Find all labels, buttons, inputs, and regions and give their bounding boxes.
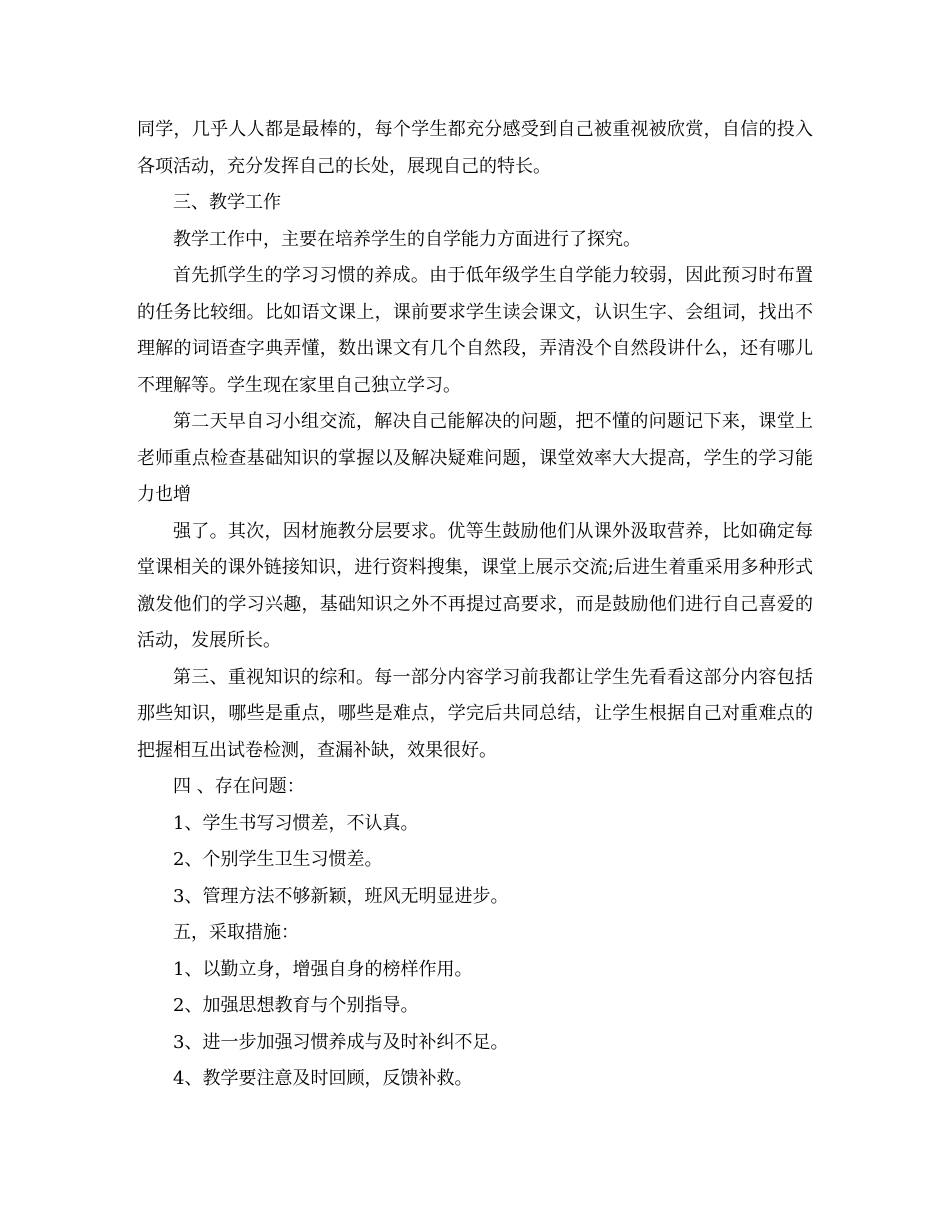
list-item-problem-1: 1、学生书写习惯差，不认真。 — [173, 812, 419, 834]
section-heading-teaching: 三、教学工作 — [173, 192, 281, 213]
paragraph-teaching-summary: 教学工作中，主要在培养学生的自学能力方面进行了探究。 — [173, 228, 641, 250]
section-heading-problems: 四 、存在问题： — [173, 776, 305, 797]
paragraph-knowledge-synthesis: 第三、重视知识的综和。每一部分内容学习前我都让学生先看看这部分内容包括那些知识，哪些是重点，哪些是难点，学完后共同总结，让学生根据自己对重难点的把握相互出试卷检测，查漏补缺，效果很好。 — [137, 666, 813, 761]
list-item-problem-2: 2、个别学生卫生习惯差。 — [173, 849, 383, 870]
paragraph-tiered-teaching: 强了。其次，因材施教分层要求。优等生鼓励他们从课外汲取营养，比如确定每堂课相关的课外链接知识，进行资料搜集，课堂上展示交流;后进生着重采用多种形式激发他们的学习兴趣，基础知识之外不再提过高要求，而是鼓励他们进行自己喜爱的活动，发展所长。 — [137, 520, 813, 651]
section-heading-measures: 五，采取措施： — [173, 922, 299, 943]
list-item-measure-1: 1、以勤立身，增强自身的榜样作用。 — [173, 958, 473, 980]
list-item-measure-3: 3、进一步加强习惯养成与及时补纠不足。 — [173, 1031, 509, 1053]
document-body — [137, 112, 813, 1098]
paragraph-study-habits: 首先抓学生的学习习惯的养成。由于低年级学生自学能力较弱，因此预习时布置的任务比较细。比如语文课上，课前要求学生读会课文，认识生字、会组词，找出不理解的词语查字典弄懂，数出课文有几个自然段，弄清没个自然段讲什么，还有哪儿不理解等。学生现在家里自己独立学习。 — [137, 265, 813, 396]
list-item-measure-4: 4、教学要注意及时回顾，反馈补救。 — [173, 1068, 473, 1089]
list-item-measure-2: 2、加强思想教育与个别指导。 — [173, 995, 419, 1016]
list-item-problem-3: 3、管理方法不够新颖，班风无明显进步。 — [173, 885, 509, 907]
paragraph-morning-study: 第二天早自习小组交流，解决自己能解决的问题，把不懂的问题记下来，课堂上老师重点检查基础知识的掌握以及解决疑难问题，课堂效率大大提高，学生的学习能力也增 — [137, 411, 813, 505]
paragraph-intro: 同学，几乎人人都是最棒的，每个学生都充分感受到自己被重视被欣赏，自信的投入各项活动，充分发挥自己的长处，展现自己的特长。 — [137, 119, 813, 177]
